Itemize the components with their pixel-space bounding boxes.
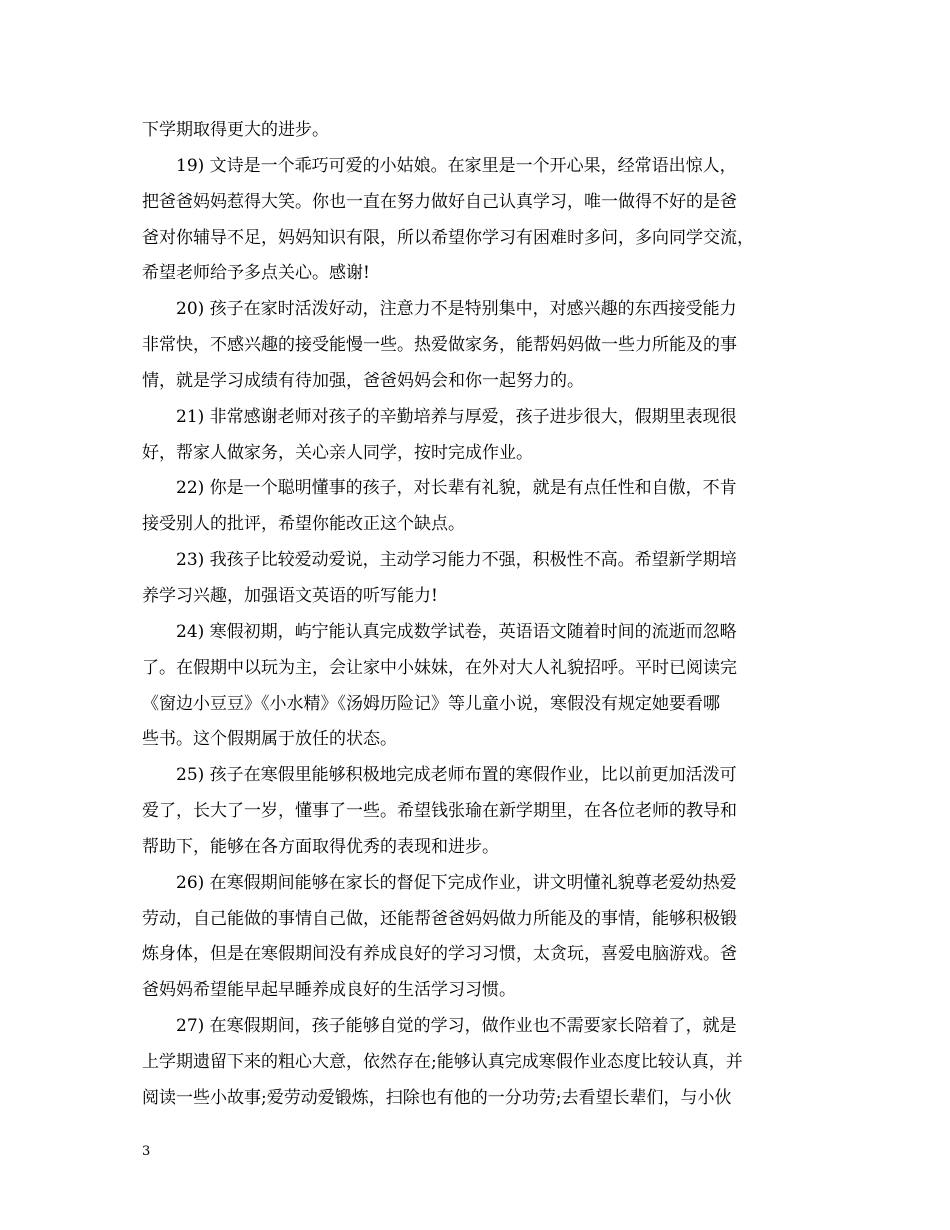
text-line: 炼身体，但是在寒假期间没有养成良好的学习习惯，太贪玩，喜爱电脑游戏。爸 [142, 944, 737, 965]
text-line: 21) 非常感谢老师对孩子的辛勤培养与厚爱，孩子进步很大，假期里表现很 [176, 406, 737, 427]
text-line: 爱了，长大了一岁，懂事了一些。希望钱张瑜在新学期里，在各位老师的教导和 [142, 801, 737, 822]
text-line: 19) 文诗是一个乖巧可爱的小姑娘。在家里是一个开心果，经常语出惊人， [176, 155, 737, 176]
text-line: 了。在假期中以玩为主，会让家中小妹妹，在外对大人礼貌招呼。平时已阅读完 [142, 657, 737, 678]
text-line: 希望老师给予多点关心。感谢! [142, 263, 370, 284]
text-line: 把爸爸妈妈惹得大笑。你也一直在努力做好自己认真学习，唯一做得不好的是爸 [142, 191, 737, 212]
text-line: 情，就是学习成绩有待加强，爸爸妈妈会和你一起努力的。 [142, 370, 584, 391]
text-line: 爸妈妈希望能早起早睡养成良好的生活学习习惯。 [142, 980, 516, 1001]
text-line: 20) 孩子在家时活泼好动，注意力不是特别集中，对感兴趣的东西接受能力 [176, 299, 737, 320]
text-line: 阅读一些小故事;爱劳动爱锻炼，扫除也有他的一分功劳;去看望长辈们，与小伙 [142, 1087, 732, 1108]
text-line: 25) 孩子在寒假里能够积极地完成老师布置的寒假作业，比以前更加活泼可 [176, 765, 737, 786]
text-line: 26) 在寒假期间能够在家长的督促下完成作业，讲文明懂礼貌尊老爱幼热爱 [176, 872, 737, 893]
document-body [142, 113, 810, 1117]
text-line: 好，帮家人做家务，关心亲人同学，按时完成作业。 [142, 442, 533, 463]
text-line: 上学期遗留下来的粗心大意，依然存在;能够认真完成寒假作业态度比较认真，并 [142, 1051, 743, 1072]
text-line: 些书。这个假期属于放任的状态。 [142, 729, 397, 750]
text-line: 接受别人的批评，希望你能改正这个缺点。 [142, 514, 465, 535]
text-line: 22) 你是一个聪明懂事的孩子，对长辈有礼貌，就是有点任性和自傲，不肯 [176, 478, 737, 499]
text-line: 劳动，自己能做的事情自己做，还能帮爸爸妈妈做力所能及的事情，能够积极锻 [142, 908, 737, 929]
text-line: 《窗边小豆豆》《小水精》《汤姆历险记》等儿童小说，寒假没有规定她要看哪 [142, 693, 720, 714]
page-number: 3 [142, 1144, 151, 1159]
text-line: 帮助下，能够在各方面取得优秀的表现和进步。 [142, 836, 499, 857]
text-line: 爸对你辅导不足，妈妈知识有限，所以希望你学习有困难时多问，多向同学交流， [142, 227, 754, 248]
text-line: 养学习兴趣，加强语文英语的听写能力! [142, 585, 438, 606]
text-line: 27) 在寒假期间，孩子能够自觉的学习，做作业也不需要家长陪着了，就是 [176, 1016, 737, 1037]
text-line: 24) 寒假初期，屿宁能认真完成数学试卷，英语语文随着时间的流逝而忽略 [176, 621, 737, 642]
text-line: 23) 我孩子比较爱动爱说，主动学习能力不强，积极性不高。希望新学期培 [176, 550, 737, 571]
text-line: 下学期取得更大的进步。 [142, 120, 329, 140]
text-line: 非常快，不感兴趣的接受能慢一些。热爱做家务，能帮妈妈做一些力所能及的事 [142, 335, 737, 356]
